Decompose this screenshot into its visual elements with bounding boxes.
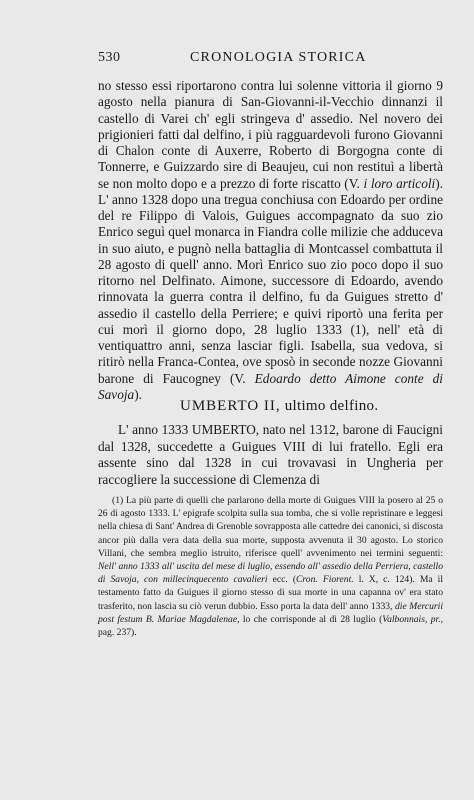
body-text-1: no stesso essi riportarono contra lui solenne vittoria il giorno 9 agosto nella pianura di San-Giovanni-il-Vecchio dinnanzi il castello di Varei ch' egli stringeva d' assedio. Nel novero dei prigionieri fatti dal delfino, i più ragguardevoli furono Giovanni di Chalon conte di Auxerre, Roberto di Borgogna conte di Tonnerre, e Guizzardo sire di Beaujeu, cui non restituì a libertà se non molto dopo e a prezzo di forte riscatto (V. [98, 78, 443, 191]
footnote-text-2: ecc. ( [267, 574, 297, 586]
footnote-italic-2: Cron. Fiorent. [296, 574, 354, 586]
page-header [98, 50, 438, 72]
body-text-3: ). [134, 386, 142, 402]
body-italic-1: i loro articoli [363, 175, 436, 191]
section-paragraph-text: L' anno 1333 UMBERTO, nato nel 1312, barone di Faucigni dal 1328, succedette a Guigues VIII di lui fratello. Egli era assente sino dal 1328 in cui trovavasi in Ungheria per raccogliere la successione di Clemenza di [98, 422, 443, 487]
footnote [98, 494, 443, 639]
footnote-text-5: , pag. 237). [98, 613, 444, 639]
page-number: 530 [98, 50, 121, 65]
footnote-text-1: (1) La più parte di quelli che parlarono della morte di Guigues VIII la posero al 25 o 26 di agosto 1333. L' epigrafe scolpita sulla sua tomba, che si volle reprìstinare e leggesi nella chiesa di Sant' Andrea di Grenoble sovrapposta alle cattedre dei canonici, si discosta ancor più dalla vera data della sua morte, supposta avvenuta il 30 agosto. Lo storico Villani, che sembra meglio istruito, riferisce quell' avvenimento nei termini seguenti: [98, 495, 443, 559]
footnote-text-4: , lo che corrisponde al dì 28 luglio ( [237, 613, 383, 625]
footnote-italic-3: die Mercurii post festum B. Mariae Magdalenae [98, 600, 443, 625]
body-paragraph [98, 78, 443, 403]
footnote-text-3: l. X, c. 124). Ma il testamento fatto da Guigues il giorno stesso di sua morte in una capanna ov' era stato trasferito, non lascia su ciò verun dubbio. Esso porta la data dell' anno 1333, [98, 574, 443, 612]
section-paragraph [98, 422, 443, 488]
section-heading-rest: ultimo delfino. [280, 398, 379, 414]
section-heading [180, 398, 378, 415]
footnote-italic-1: Nell' anno 1333 all' uscita del mese di luglio, essendo all' assedio della Perriera, castello di Savoja, con millecinquecento cavalieri [98, 561, 443, 586]
running-title: CRONOLOGIA STORICA [190, 50, 367, 65]
section-heading-name: UMBERTO II, [180, 398, 281, 414]
body-italic-2: Edoardo detto Aimone conte di Savoja [98, 370, 443, 402]
footnote-italic-4: Valbonnais, pr. [382, 613, 441, 625]
body-text-2: ). L' anno 1328 dopo una tregua conchiusa con Edoardo per ordine del re Filippo di Valois, Guigues accompagnato da suo zio Enrico seguì quel monarca in Fiandra colle milizie che adduceva in suo aiuto, e pugnò nella battaglia di Montcassel combattuta il 28 agosto di quell' anno. Morì Enrico suo zio poco dopo il suo ritorno nel Delfinato. Aimone, successore di Edoardo, avendo rinnovata la guerra contra il delfino, fu da Guigues stretto d' assedio il castello della Perriere; e quivi riportò una ferita per cui morì il giorno dopo, 28 luglio 1333 (1), nell' età di ventiquattro anni, senza lasciar figli. Isabella, sua vedova, si ritirò nella Franca-Contea, ove sposò in seconde nozze Giovanni barone di Faucogney (V. [98, 175, 443, 386]
